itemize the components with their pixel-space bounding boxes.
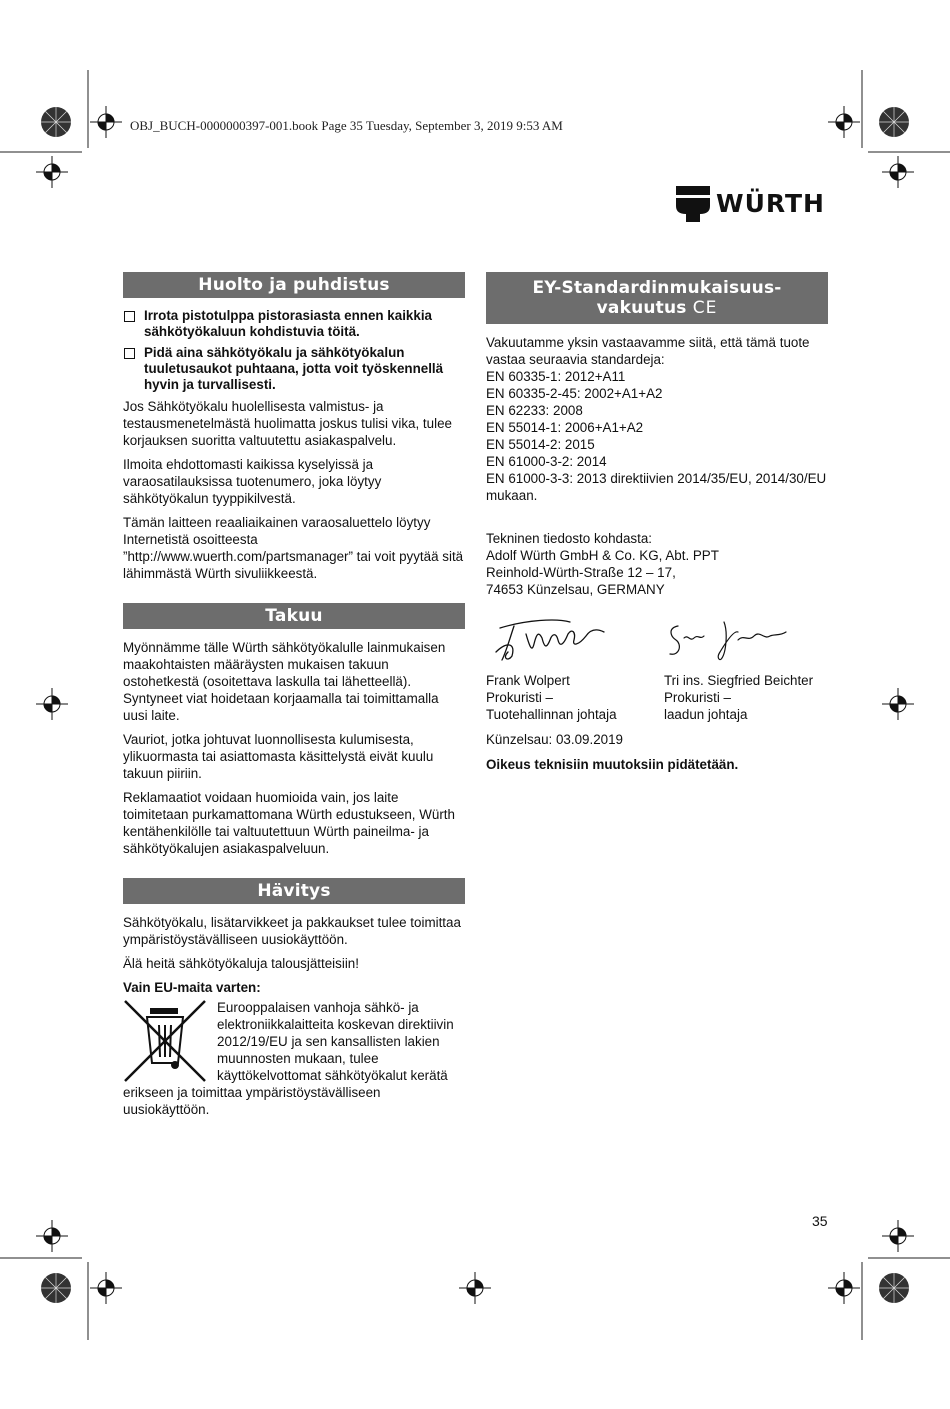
signatory-name: Frank Wolpert	[486, 673, 570, 688]
weee-block	[123, 999, 465, 1118]
signatory-name: Tri ins. Siegfried Beichter	[664, 673, 814, 688]
paragraph: Vauriot, jotka johtuvat luonnollisesta kulumisesta, ylikuormasta tai asiattomasta käsittelystä eivät kuulu takuun piiriin.	[123, 732, 434, 781]
paragraph: Sähkötyökalu, lisätarvikkeet ja pakkaukset tulee toimittaa ympäristöystävälliseen uusiokäyttöön.	[123, 915, 461, 947]
paragraph: Reklamaatiot voidaan huomioida vain, jos laite toimitetaan purkamattomana Würth edustukseen, Würth kentähenkilölle tai valtuutettuun Würth paineilma- ja sähkötyökalujen asiakaspalveluun.	[123, 790, 455, 856]
paragraph: Tämän laitteen reaaliaikainen varaosaluettelo löytyy Internetistä osoitteesta ”http://www.wuerth.com/partsmanager” tai voit pyytää sitä lähimmästä Würth sivuliikkeestä.	[123, 515, 464, 581]
tech-file-label: Tekninen tiedosto kohdasta:	[486, 531, 653, 546]
book-header: OBJ_BUCH-0000000397-001.book Page 35 Tuesday, September 3, 2019 9:53 AM	[130, 118, 563, 133]
brand-name: WÜRTH	[716, 189, 825, 218]
standard-item: EN 60335-2-45: 2002+A1+A2	[486, 386, 663, 401]
standard-item: EN 60335-1: 2012+A11	[486, 369, 626, 384]
page-number: 35	[812, 1213, 828, 1229]
standard-item: EN 61000-3-2: 2014	[486, 454, 607, 469]
wurth-logo-icon	[676, 186, 710, 222]
right-column	[486, 272, 828, 773]
signature-beichter	[664, 612, 828, 664]
bullet-item	[123, 345, 465, 393]
eu-directive-text: Eurooppalaisen vanhoja sähkö- ja elektroniikkalaitteita koskevan direktiivin 2012/19/EU ja sen kansallisten lakien muunnosten mukaan, tulee käyttökelvottomat sähkötyökalut kerätä erikseen ja toimittaa ympäristöystävälliseen uusiokäyttöön.	[123, 1000, 454, 1117]
section-title-service: Huolto ja puhdistus	[123, 272, 465, 298]
signatures	[486, 612, 828, 664]
checkbox-square-icon	[124, 348, 135, 359]
technical-changes-notice: Oikeus teknisiin muutoksiin pidätetään.	[486, 757, 739, 772]
checkbox-square-icon	[124, 311, 135, 322]
bullet-text: Irrota pistotulppa pistorasiasta ennen kaikkia sähkötyökaluun kohdistuvia töitä.	[144, 308, 432, 339]
standard-item: EN 55014-1: 2006+A1+A2	[486, 420, 644, 435]
bullet-text: Pidä aina sähkötyökalu ja sähkötyökalun tuuletusaukot puhtaana, jotta voit työskennellä hyvin ja turvallisesti.	[144, 345, 444, 392]
section-title-warranty: Takuu	[123, 603, 465, 629]
address-line: 74653 Künzelsau, GERMANY	[486, 582, 665, 597]
signatory-role: Tuotehallinnan johtaja	[486, 707, 617, 722]
section-title-disposal: Hävitys	[123, 878, 465, 904]
conformity-intro: Vakuutamme yksin vastaavamme siitä, että tämä tuote vastaa seuraavia standardeja:	[486, 335, 810, 367]
left-column	[123, 272, 465, 1118]
place-date: Künzelsau: 03.09.2019	[486, 732, 623, 747]
conformity-title-line2: vakuutus	[596, 298, 687, 318]
paragraph: Älä heitä sähkötyökaluja talousjätteisiin!	[123, 956, 359, 971]
wurth-logo	[676, 186, 825, 227]
signatory-names	[486, 672, 828, 723]
signatory-block	[486, 672, 664, 723]
conformity-title-line1: EY-Standardinmukaisuus-	[532, 278, 782, 298]
ce-mark-icon: CE	[692, 298, 718, 318]
standard-item: EN 62233: 2008	[486, 403, 583, 418]
signature-wolpert	[486, 612, 664, 664]
signatory-role: laadun johtaja	[664, 707, 748, 722]
standard-item: EN 61000-3-3: 2013 direktiivien 2014/35/EU, 2014/30/EU mukaan.	[486, 471, 827, 503]
bullet-item	[123, 308, 465, 340]
paragraph: Ilmoita ehdottomasti kaikissa kyselyissä ja varaosatilauksissa tuotenumero, joka löytyy sähkötyökalun tyyppikilvestä.	[123, 457, 382, 506]
paragraph: Jos Sähkötyökalu huolellisesta valmistus- ja testausmenetelmästä huolimatta joskus tulisi vika, tulee korjauksen suoritta valtuutettu asiakaspalvelu.	[123, 399, 452, 448]
eu-heading: Vain EU-maita varten:	[123, 980, 261, 995]
signatory-role: Prokuristi –	[664, 690, 731, 705]
paragraph: Myönnämme tälle Würth sähkötyökalulle lainmukaisen maakohtaisten määräysten mukaisen takuun ostohetkestä (osoitettava laskulla tai lähetteellä). Syntyneet viat hoidetaan korjaamalla tai toimittamalla uusi laite.	[123, 640, 446, 723]
signatory-role: Prokuristi –	[486, 690, 553, 705]
address-line: Reinhold-Würth-Straße 12 – 17,	[486, 565, 676, 580]
section-title-conformity	[486, 272, 828, 324]
standard-item: EN 55014-2: 2015	[486, 437, 595, 452]
crossed-out-wheelie-bin-icon	[123, 999, 207, 1083]
signatory-block	[664, 672, 842, 723]
address-line: Adolf Würth GmbH & Co. KG, Abt. PPT	[486, 548, 719, 563]
